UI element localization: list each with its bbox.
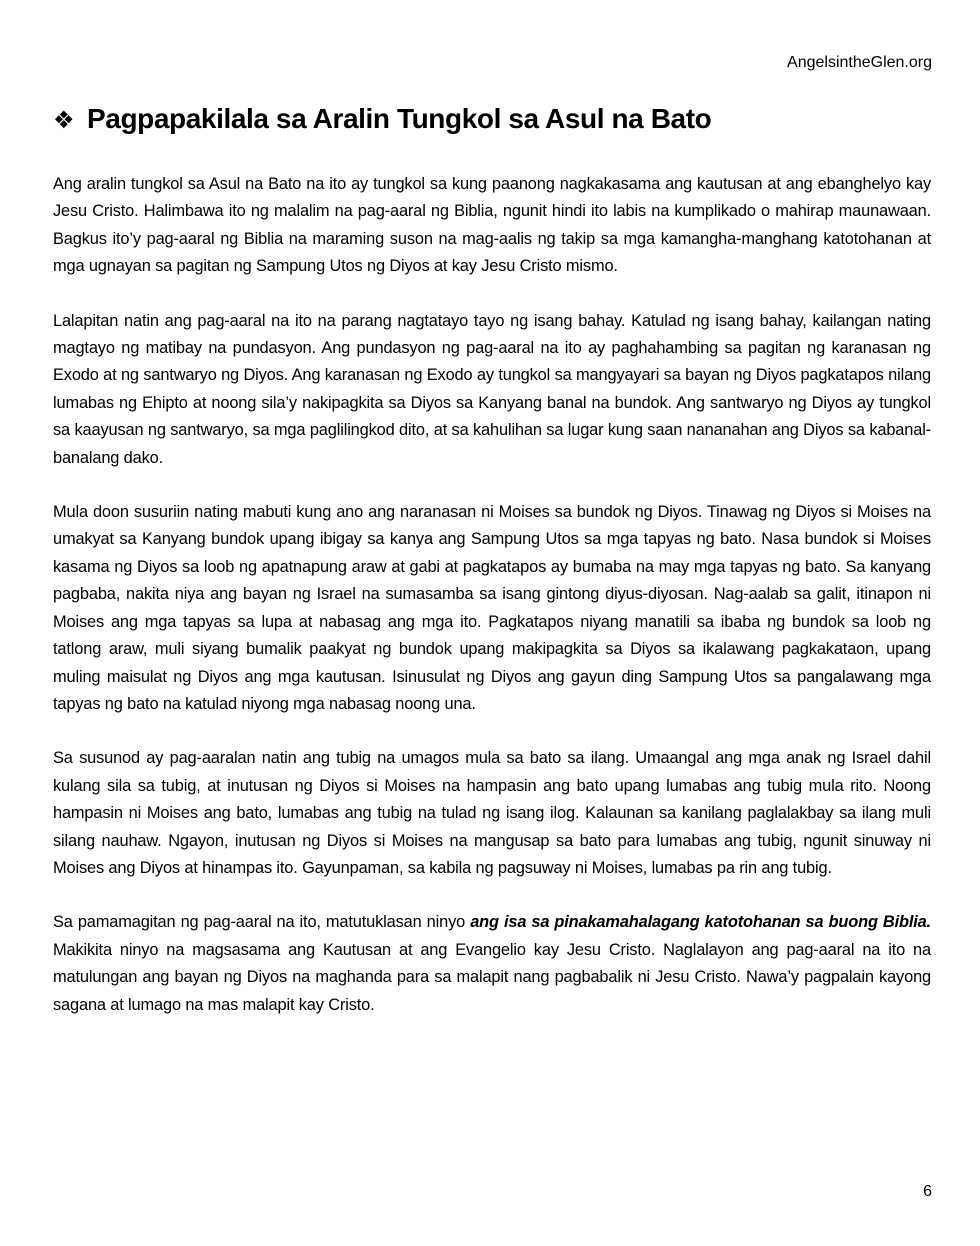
page-number: 6 <box>923 1183 932 1200</box>
paragraph-water-rock: Sa susunod ay pag-aaralan natin ang tubig na umagos mula sa bato sa ilang. Umaangal ang mga anak ng Israel dahil kulang sila sa tubig, at inutusan ng Diyos si Moises na hampasin ang bato upang lumabas ang tubig mula rito. Noong hampasin ni Moises ang bato, lumabas ang tubig na tulad ng isang ilog. Kalaunan sa kanilang paglalakbay sa ilang muli silang nauhaw. Ngayon, inutusan ng Diyos si Moises na mangusap sa bato para lumabas ang tubig, ngunit sinuway ni Moises ang Diyos at hinampas ito. Gayunpaman, sa kabila ng pagsuway ni Moises, lumabas pa rin ang tubig. <box>53 749 931 877</box>
body-content <box>53 171 931 1046</box>
conclusion-emphasis: ang isa sa pinakamahalagang katotohanan sa buong Biblia. <box>470 913 932 932</box>
conclusion-text-start: Sa pamamagitan ng pag-aaral na ito, matutuklasan ninyo <box>53 913 471 932</box>
paragraph-foundation: Lalapitan natin ang pag-aaral na ito na parang nagtatayo tayo ng isang bahay. Katulad ng isang bahay, kailangan nating magtayo ng matibay na pundasyon. Ang pundasyon ng pag-aaral na ito ay paghahambing sa pagitan ng karanasan ng Exodo at ng santwaryo ng Diyos. Ang karanasan ng Exodo ay tungkol sa mangyayari sa bayan ng Diyos pagkatapos nilang lumabas ng Ehipto at noong sila’y nakipagkita sa Diyos sa Kanyang banal na bundok. Ang santwaryo ng Diyos ay tungkol sa kaayusan ng santwaryo, sa mga paglilingkod dito, at sa kahulihan sa lugar kung saan nananahan ang Diyos sa kabanal-banalang dako. <box>53 311 931 467</box>
site-header: AngelsintheGlen.org <box>787 54 932 71</box>
conclusion-text-end: Makikita ninyo na magsasama ang Kautusan at ang Evangelio kay Jesu Cristo. Naglalayon ang pag-aaral na ito na matulungan ang bayan ng Diyos na maghanda para sa malapit nang pagbabalik ni Jesu Cristo. Nawa’y pagpalain kayong sagana at lumago na mas malapit kay Cristo. <box>53 940 931 1014</box>
paragraph-conclusion <box>53 909 931 1019</box>
paragraph-intro: Ang aralin tungkol sa Asul na Bato na ito ay tungkol sa kung paanong nagkakasama ang kautusan at ang ebanghelyo kay Jesu Cristo. Halimbawa ito ng malalim na pag-aaral ng Biblia, ngunit hindi ito labis na kumplikado o mahirap maunawaan. Bagkus ito’y pag-aaral ng Biblia na maraming suson na mag-aalis ng takip sa mga kamangha-manghang katotohanan at mga ugnayan sa pagitan ng Sampung Utos ng Diyos at kay Jesu Cristo mismo. <box>53 175 931 276</box>
diamond-bullet-icon: ❖ <box>53 107 75 134</box>
page-title <box>53 100 711 140</box>
paragraph-moses-mountain: Mula doon susuriin nating mabuti kung ano ang naranasan ni Moises sa bundok ng Diyos. Tinawag ng Diyos si Moises na umakyat sa Kanyang bundok upang ibigay sa kanya ang Sampung Utos sa mga tapyas ng bato. Nasa bundok si Moises kasama ng Diyos sa loob ng apatnapung araw at gabi at pagkatapos ay bumaba na may mga tapyas ng bato. Sa kanyang pagbaba, nakita niya ang bayan ng Israel na sumasamba sa isang gintong diyus-diyosan. Nag-aalab sa galit, itinapon ni Moises ang mga tapyas sa lupa at nabasag ang mga ito. Pagkatapos niyang manatili sa ibaba ng bundok sa loob ng tatlong araw, muli siyang bumalik paakyat ng bundok upang makipagkita sa Diyos sa ikalawang pagkakataon, upang muling maisulat ng Diyos ang mga kautusan. Isinusulat ng Diyos ang gayun ding Sampung Utos sa pangalawang mga tapyas ng bato na katulad niyong mga nabasag noong una. <box>53 503 931 713</box>
page-title-text: Pagpapakilala sa Aralin Tungkol sa Asul na Bato <box>87 103 712 134</box>
